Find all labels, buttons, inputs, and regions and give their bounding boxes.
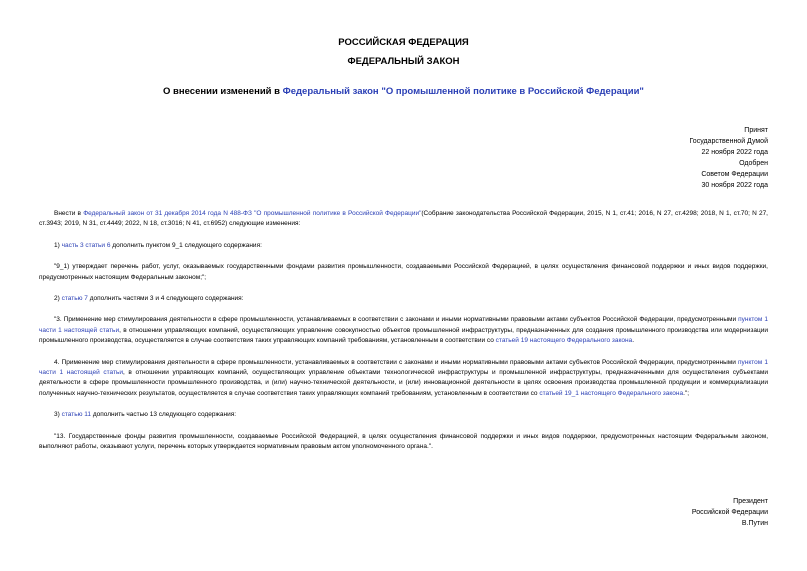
country-heading: РОССИЙСКАЯ ФЕДЕРАЦИЯ <box>338 37 469 48</box>
item-2-part-3: "3. Применение мер стимулирования деятельности в сфере промышленности, устанавливаемых в соответствии с законами и иными нормативными правовыми актами субъектов Российской Федерации, предусмотренными пунктом 1 части 1 настоящей статьи, в отношении управляющих компаний, осуществляющих управление совокупностью объектов промышленной инфраструктуры, предназначенных для создания промышленного производства или модернизации промышленного производства, осуществляется в случае соответствия таких управляющих компаний требованиям, установленным в соответствии со статьей 19 настоящего Федерального закона. <box>39 316 768 345</box>
adoption-block <box>689 126 768 191</box>
law-body <box>39 209 768 453</box>
signer-name: В.Путин <box>741 519 768 527</box>
item-2-heading: 2) статью 7 дополнить частями 3 и 4 следующего содержания: <box>54 295 244 303</box>
base-law-link[interactable]: Федеральный закон от 31 декабря 2014 года N 488-ФЗ "О промышленной политике в Российской Федерации" <box>83 210 422 217</box>
law-title <box>0 86 807 97</box>
article-19-link[interactable]: статьей 19 настоящего Федерального закона <box>495 337 633 345</box>
law-title-prefix: О внесении изменений в <box>163 86 283 97</box>
approved-date: 30 ноября 2022 года <box>701 181 768 189</box>
intro-paragraph: Внести в Федеральный закон от 31 декабря 2014 года N 488-ФЗ "О промышленной политике в Российской Федерации"(Собрание законодательства Российской Федерации, 2015, N 1, ст.41; 2016, N 27, ст.4298; 2018, N 1, ст.70; N 27, ст.3943; 2019, N 31, ст.4449; 2022, N 18, ст.3016; N 41, ст.6952) следующие изменения: <box>39 210 768 228</box>
part-1-clause-1-link[interactable]: пунктом 1 части 1 настоящей статьи <box>39 316 768 334</box>
item-1-heading: 1) часть 3 статьи 6 дополнить пунктом 9_1 следующего содержания: <box>54 241 262 249</box>
article-11-link[interactable]: статью 11 <box>61 411 92 419</box>
adopted-date: 22 ноября 2022 года <box>701 148 768 156</box>
article-7-link[interactable]: статью 7 <box>61 295 88 303</box>
article-19-1-link[interactable]: статьей 19_1 настоящего Федерального закона <box>539 389 684 397</box>
adopted-label: Принят <box>744 127 768 134</box>
law-type-heading: ФЕДЕРАЛЬНЫЙ ЗАКОН <box>347 56 460 67</box>
signature-block <box>692 497 768 530</box>
approved-by-council: Советом Федерации <box>701 170 768 178</box>
item-1-text: "9_1) утверждает перечень работ, услуг, оказываемых государственными фондами развития промышленности, создаваемыми Российской Федерацией, в целях осуществления финансовой поддержки и иных видов поддержки, предусмотренных настоящим Федеральным законом;"; <box>39 263 768 281</box>
adopted-by-duma: Государственной Думой <box>689 137 768 145</box>
part-1-clause-1-link-2[interactable]: пунктом 1 части 1 настоящей статьи <box>39 358 768 377</box>
item-2-part-4: 4. Применение мер стимулирования деятельности в сфере промышленности, устанавливаемых в соответствии с законами и иными нормативными правовыми актами субъектов Российской Федерации, предусмотренными пунктом 1 части 1 настоящей статьи, в отношении управляющих компаний, осуществляющих управление объектами технологической инфраструктуры и промышленной инфраструктуры, предназначенными для осуществления субъектами деятельности в сфере промышленности промышленного производства, и (или) научно-технической деятельности, и (или) инновационной деятельности в целях освоения производства промышленной продукции и коммерциализации полученных научно-технических результатов, осуществляется в случае соответствия таких управляющих компаний требованиям, установленным в соответствии со статьей 19_1 настоящего Федерального закона."; <box>39 358 768 397</box>
approved-label: Одобрен <box>739 159 768 167</box>
item-3-text: "13. Государственные фонды развития промышленности, создаваемые Российской Федерацией, в целях осуществления финансовой поддержки и иных видов поддержки, предусмотренных настоящим Федеральным законом, выполняют работы, оказывают услуги, перечень которых утверждается нормативным правовым актом уполномоченного органа.". <box>39 432 768 451</box>
signer-country: Российской Федерации <box>691 508 768 516</box>
signer-title: Президент <box>733 498 768 505</box>
article-6-part-3-link[interactable]: часть 3 статьи 6 <box>61 241 111 249</box>
law-title-link[interactable]: Федеральный закон "О промышленной политике в Российской Федерации" <box>282 86 644 97</box>
item-3-heading: 3) статью 11 дополнить частью 13 следующего содержания: <box>54 411 237 419</box>
